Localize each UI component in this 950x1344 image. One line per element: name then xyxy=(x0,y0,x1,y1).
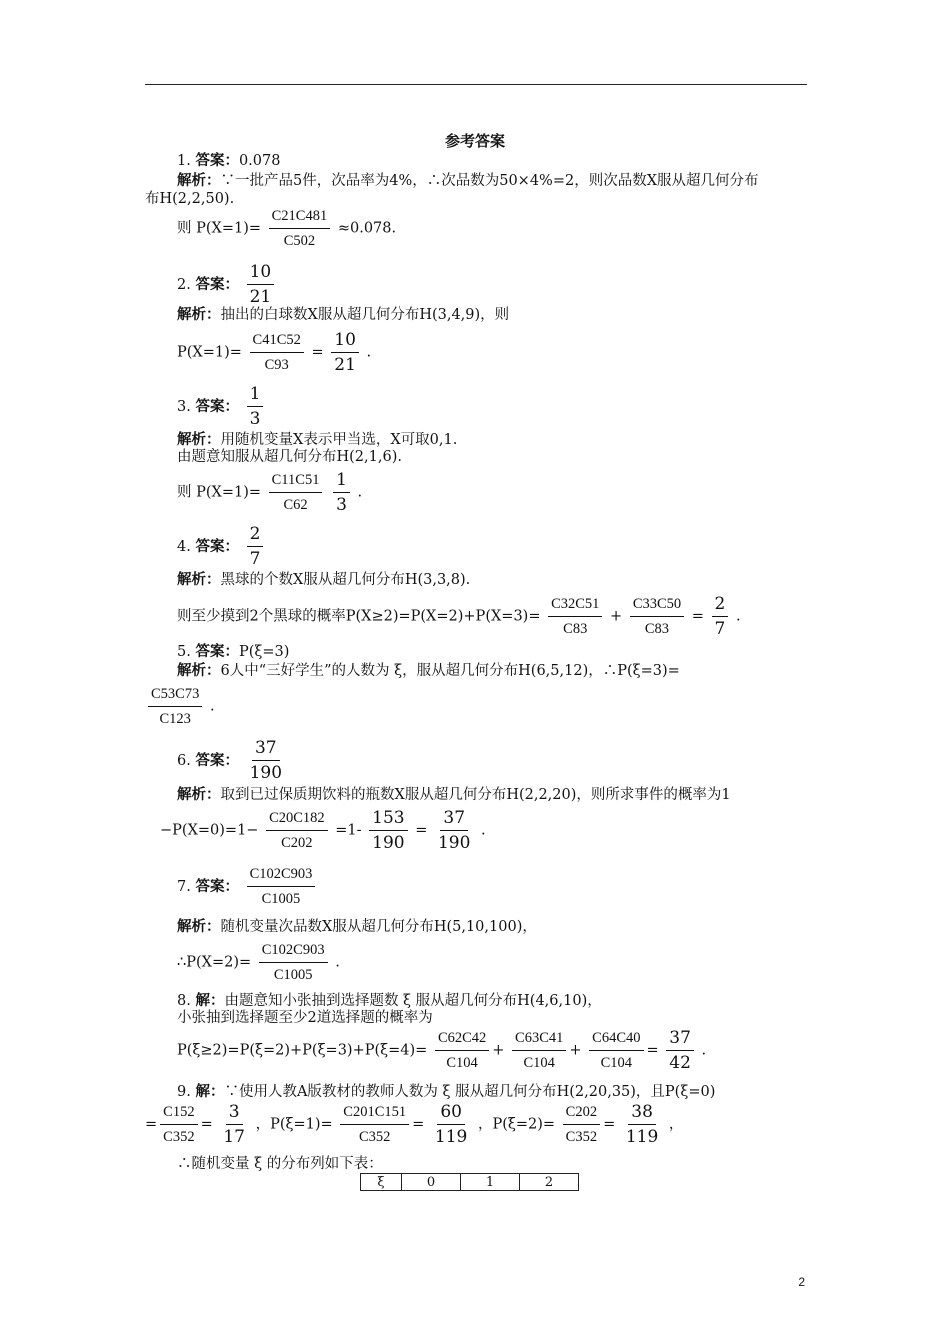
table-row xyxy=(361,1174,579,1191)
q9-solution-line1: 9. 解：∵使用人教A版教材的教师人数为 ξ 服从超几何分布H(2,20,35)，且P(ξ=0) xyxy=(177,1083,716,1100)
q4-answer: 4. 答案： $\frac{2}{7}$ xyxy=(177,524,266,569)
q5-equation: $\frac{C53C73}{C123}$ . xyxy=(145,684,215,729)
table-cell: ξ xyxy=(361,1174,402,1191)
header-rule xyxy=(145,84,807,85)
page-number: 2 xyxy=(798,1275,805,1289)
q8-solution-line2: 小张抽到选择题至少2道选择题的概率为 xyxy=(177,1010,433,1026)
table-cell: 2 xyxy=(520,1174,579,1191)
q6-answer: 6. 答案： $\frac{37}{190}$ xyxy=(177,738,283,783)
distribution-table xyxy=(360,1173,579,1191)
q4-equation: 则至少摸到2个黑球的概率P(X≥2)=P(X=2)+P(X=3)= $\frac{C32C51}{C83}$ + $\frac{C33C50}{C83}$ = $\frac{2}{7}$ . xyxy=(177,594,741,639)
q3-analysis-line2: 由题意知服从超几何分布H(2,1,6). xyxy=(177,449,402,465)
q1-denominator: C502 xyxy=(283,233,316,249)
q2-answer: 2. 答案： $\frac{10}{21}$ xyxy=(177,262,277,307)
q7-equation: ∴P(X=2)= $\frac{C102C903}{C1005}$ . xyxy=(177,942,340,983)
q7-answer: 7. 答案： $\frac{C102C903}{C1005}$ xyxy=(177,864,318,909)
q3-analysis-line1: 解析：用随机变量X表示甲当选，X可取0,1. xyxy=(177,431,458,448)
q4-analysis: 解析：黑球的个数X服从超几何分布H(3,3,8). xyxy=(177,571,471,588)
q1-analysis-line1: 解析：∵一批产品5件，次品率为4%，∴次品数为50×4%=2，则次品数X服从超几何分布 xyxy=(177,172,759,189)
q9-equations: = $\frac{C152}{C352}$ = $\frac{3}{17}$ ，P(ξ=1)= $\frac{C201C151}{C352}$ = $\frac{60}{119}$ ，P(ξ=2)= $\frac{C202}{C352}$ = $\frac{38}{119}$ ， xyxy=(145,1102,684,1147)
q5-answer: 5. 答案：P(ξ=3) xyxy=(177,643,290,660)
q1-numerator: C21C481 xyxy=(269,206,331,229)
q1-answer: 1. 答案：0.078 xyxy=(177,152,281,169)
q9-table-caption: ∴随机变量 ξ 的分布列如下表： xyxy=(177,1156,383,1172)
q6-analysis: 解析：取到已过保质期饮料的瓶数X服从超几何分布H(2,2,20)，则所求事件的概率为1 xyxy=(177,786,731,803)
q3-equation: 则 P(X=1)= $\frac{C11C51}{C62}$ $\frac{1}{3}$ . xyxy=(177,470,363,515)
q2-equation: P(X=1)= $\frac{C41C52}{C93}$ = $\frac{10}{21}$ . xyxy=(177,330,372,375)
q1-analysis-line2: 布H(2,2,50). xyxy=(145,191,235,207)
q3-answer: 3. 答案： $\frac{1}{3}$ xyxy=(177,384,266,429)
q1-equation: 则 P(X=1)= $\frac{C21C481}{C502}$ ≈0.078. xyxy=(177,208,397,249)
q2-analysis: 解析：抽出的白球数X服从超几何分布H(3,4,9)，则 xyxy=(177,306,510,323)
q7-analysis: 解析：随机变量次品数X服从超几何分布H(5,10,100)， xyxy=(177,918,537,935)
table-cell: 0 xyxy=(402,1174,461,1191)
q5-analysis: 解析：6人中“三好学生”的人数为 ξ，服从超几何分布H(6,5,12)，∴P(ξ=3)= xyxy=(177,662,680,679)
table-cell: 1 xyxy=(461,1174,520,1191)
q8-solution-line1: 8. 解：由题意知小张抽到选择题数 ξ 服从超几何分布H(4,6,10)， xyxy=(177,992,602,1009)
q8-equation: P(ξ≥2)=P(ξ=2)+P(ξ=3)+P(ξ=4)= $\frac{C62C42}{C104}$ + $\frac{C63C41}{C104}$ + $\frac{C64C40}{C104}$ = $\frac{37}{42}$ . xyxy=(177,1028,707,1073)
q6-equation: −P(X=0)=1− $\frac{C20C182}{C202}$ =1- $\frac{153}{190}$ = $\frac{37}{190}$ . xyxy=(160,808,486,853)
page-title: 参考答案 xyxy=(444,132,505,150)
